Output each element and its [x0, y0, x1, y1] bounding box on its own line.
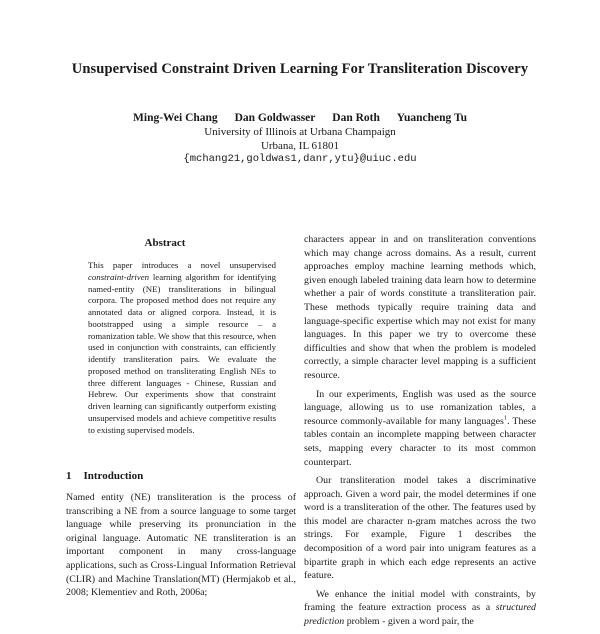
body-paragraph: characters appear in and on transliteration conventions which may change across domains. As a result, current approaches employ machine learning methods which, given enough labeled training data learn how to determine whether a pair of words constitute a transliteration pair. These methods typically require training data and language-specific expertise which may not exist for many languages. In this paper we try to overcome these difficulties and show that when the problem is modeled correctly, a simple character level mapping is a sufficient resource. [304, 234, 536, 381]
paragraph-text: . These tables contain an incomplete mapping between character sets, mapping every character to its most common counterpart. [304, 415, 536, 468]
section-number: 1 [66, 470, 72, 482]
author-name: Ming-Wei Chang [133, 112, 218, 124]
paragraph-text: problem - given a word pair, the [344, 616, 474, 628]
right-column [304, 233, 536, 634]
abstract-emphasis: constraint-driven [88, 271, 150, 282]
author-name: Dan Goldwasser [234, 112, 316, 124]
body-paragraph [304, 388, 536, 470]
section-title: Introduction [83, 470, 144, 482]
abstract-text: learning algorithm for identifying named-entity (NE) transliterations in bilingual corpora. The proposed method does not require any annotated data or aligned corpora. Instead, it is bootstrapped using a simple resource – a romanization table. We show that this resource, when used in conjunction with constraints, can efficiently identify transliteration pairs. We evaluate the proposed method on transliterating English NEs to three different languages - Chinese, Russian and Hebrew. Our experiments show that constraint driven learning can significantly outperform existing unsupervised models and achieve competitive results to existing supervised models. [88, 271, 276, 435]
location: Urbana, IL 61801 [260, 140, 340, 152]
author-name: Yuancheng Tu [396, 112, 467, 124]
body-paragraph: Our transliteration model takes a discriminative approach. Given a word pair, the model determines if one word is a transliteration of the other. The features used by this model are character n-gram matches across the two strings. For example, Figure 1 describes the decomposition of a word pair into unigram features as a bipartite graph in which each edge represents an active feature. [304, 475, 536, 582]
affiliation: University of Illinois at Urbana Champaign [204, 126, 396, 138]
paragraph-emphasis: structured prediction [304, 602, 536, 628]
paragraph-text: We enhance the initial model with constraints, by framing the feature extraction process as a [304, 588, 536, 614]
author-list [0, 112, 600, 124]
abstract-text: This paper introduces a novel unsupervised [88, 260, 276, 270]
section-heading-introduction [66, 470, 143, 482]
abstract-body [88, 260, 276, 436]
author-name: Dan Roth [332, 112, 380, 124]
author-emails: {mchang21,goldwas1,danr,ytu}@uiuc.edu [183, 153, 417, 165]
paper-title: Unsupervised Constraint Driven Learning For Transliteration Discovery [71, 61, 529, 77]
introduction-body: Named entity (NE) transliteration is the process of transcribing a NE from a source language to some target language while preserving its pronunciation in the original language. Automatic NE transliteration is an important component in many cross-language applications, such as Cross-Lingual Information Retrieval (CLIR) and Machine Translation(MT) (Hermjakob et al., 2008; Klementiev and Roth, 2006a; [66, 492, 296, 599]
abstract-heading: Abstract [144, 237, 186, 249]
paragraph-text: In our experiments, English was used as the source language, allowing us to use romanization tables, a resource commonly-available for many languages [304, 388, 536, 427]
body-paragraph [304, 588, 536, 629]
footnote-marker: 1 [503, 414, 508, 422]
